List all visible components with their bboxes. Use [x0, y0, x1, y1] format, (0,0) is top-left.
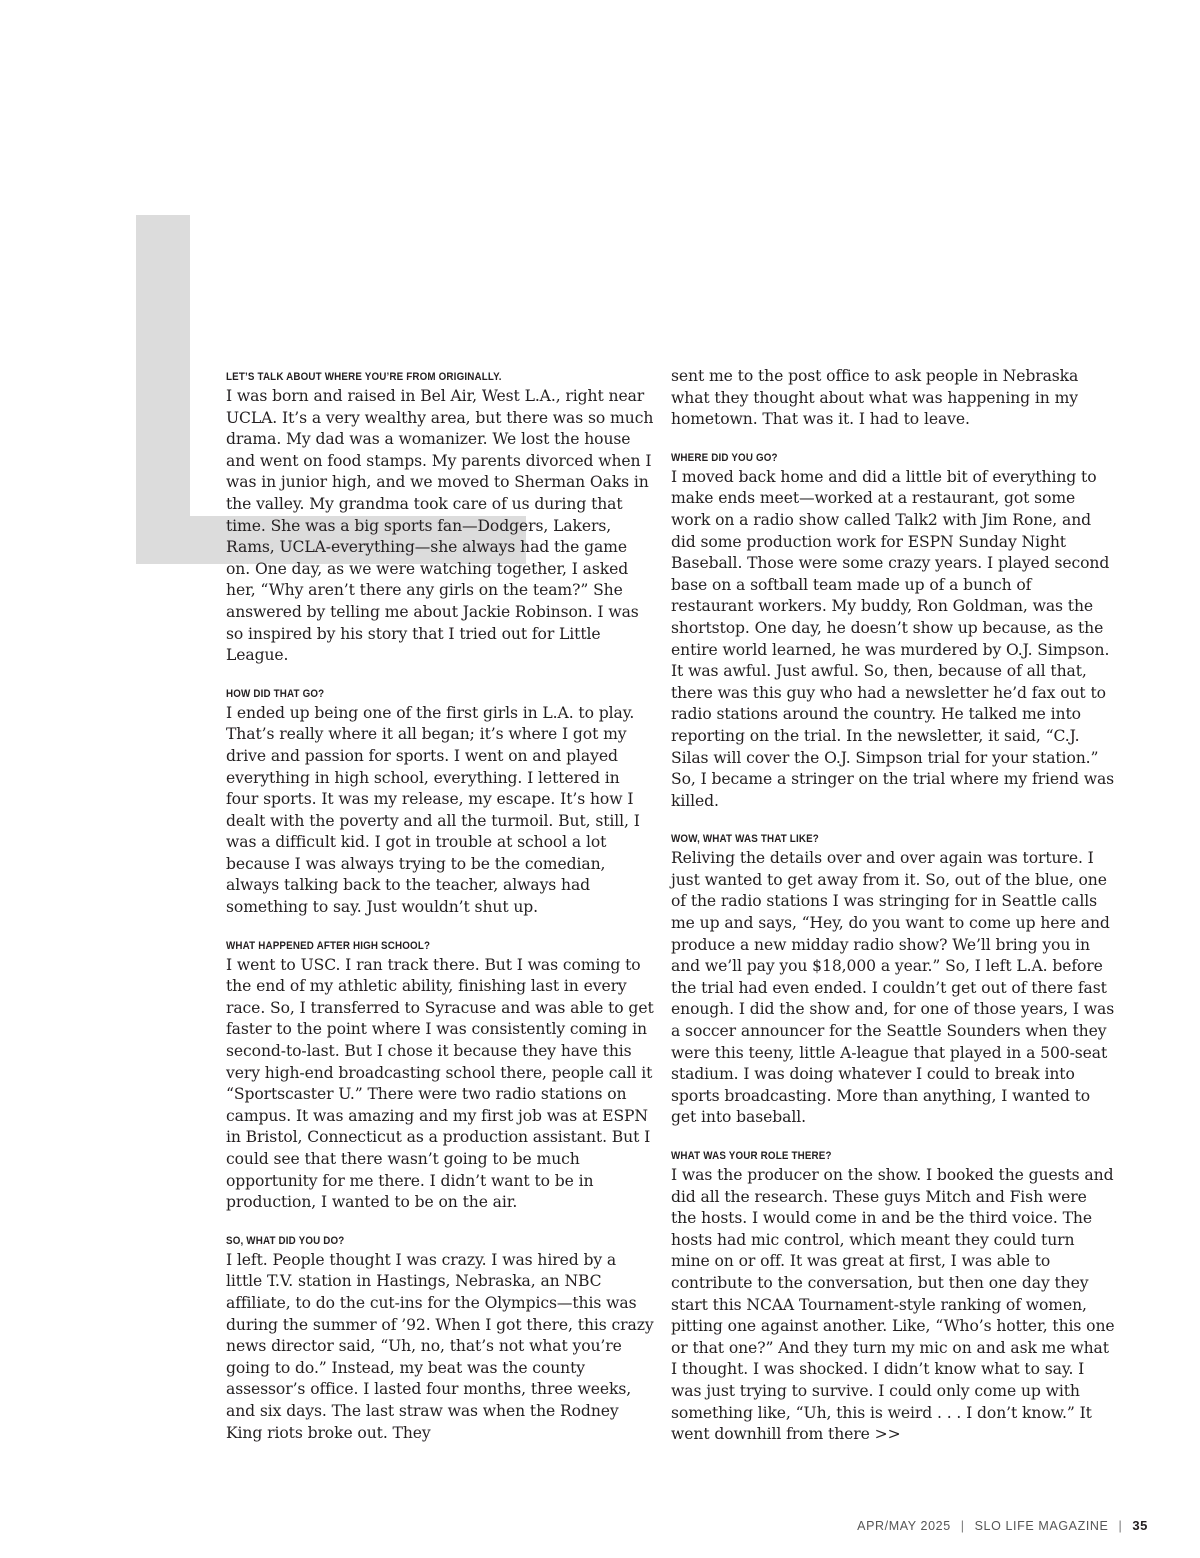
magazine-name: SLO LIFE MAGAZINE	[974, 1519, 1109, 1533]
drop-cap-stem	[136, 215, 190, 564]
answer-paragraph: I went to USC. I ran track there. But I was coming to the end of my athletic ability, finishing last in every race. So, I transferred to Syracuse and was able to get faster to the point where I was consistently coming in second-to-last. But I chose it because they have this very high-end broadcasting school there, people call it “Sportscaster U.” There were two radio stations on campus. It was amazing and my first job was at ESPN in Bristol, Connecticut as a production assistant. But I could see that there wasn’t going to be much opportunity for me there. I didn’t want to be in production, I wanted to be on the air.	[226, 955, 654, 1212]
answer-paragraph: I moved back home and did a little bit of everything to make ends meet—worked at a restaurant, got some work on a radio show called Talk2 with Jim Rone, and did some production work for ESPN Sunday Night Baseball. Those were some crazy years. I played second base on a softball team made up of a bunch of restaurant workers. My buddy, Ron Goldman, was the shortstop. One day, he doesn’t show up because, as the entire world learned, he was murdered by O.J. Simpson. It was awful. Just awful. So, then, because of all that, there was this guy who had a newsletter he’d fax out to radio stations around the country. He talked me into reporting on the trial. In the newsletter, it said, “C.J. Silas will cover the O.J. Simpson trial for your station.” So, I became a stringer on the trial where my friend was killed.	[671, 467, 1115, 810]
right-column	[671, 366, 1116, 1446]
answer-paragraph: I was born and raised in Bel Air, West L.A., right near UCLA. It’s a very wealthy area, but there was so much drama. My dad was a womanizer. We lost the house and went on food stamps. My parents divorced when I was in junior high, and we moved to Sherman Oaks in the valley. My grandma took care of us during that time. She was a big sports fan—Dodgers, Lakers, Rams, UCLA-everything—she always had the game on. One day, as we were watching together, I asked her, “Why aren’t there any girls on the team?” She answered by telling me about Jackie Robinson. I was so inspired by his story that I tried out for Little League.	[226, 387, 654, 665]
answer-paragraph: I was the producer on the show. I booked the guests and did all the research. These guys Mitch and Fish were the hosts. I would come in and be the third voice. The hosts had mic control, which meant they could turn mine on or off. It was great at first, I was able to contribute to the conversation, but then one day they start this NCAA Tournament-style ranking of women, pitting one against another. Like, “Who’s hotter, this one or that one?” And they turn my mic on and ask me what I thought. I was shocked. I didn’t know what to say. I was just trying to survive. I could only come up with something like, “Uh, this is weird . . . I don’t know.” It went downhill from there >>	[671, 1166, 1115, 1444]
question-heading: LET’S TALK ABOUT WHERE YOU’RE FROM ORIGINALLY.	[226, 371, 502, 383]
footer-separator: |	[1118, 1519, 1123, 1533]
answer-paragraph-continued: sent me to the post office to ask people in Nebraska what they thought about what was happening in my hometown. That was it. I had to leave.	[671, 367, 1079, 429]
question-heading: WHERE DID YOU GO?	[671, 451, 778, 464]
footer-separator: |	[960, 1519, 965, 1533]
page-footer	[857, 1518, 1148, 1533]
question-heading: WOW, WHAT WAS THAT LIKE?	[671, 833, 819, 846]
question-heading: WHAT HAPPENED AFTER HIGH SCHOOL?	[226, 939, 431, 952]
answer-paragraph: I left. People thought I was crazy. I was hired by a little T.V. station in Hastings, Nebraska, an NBC affiliate, to do the cut-ins for the Olympics—this was during the summer of ’92. When I got there, this crazy news director said, “Uh, no, that’s not what you’re going to do.” Instead, my beat was the county assessor’s office. I lasted four months, three weeks, and six days. The last straw was when the Rodney King riots broke out. They	[226, 1250, 654, 1442]
question-heading: WHAT WAS YOUR ROLE THERE?	[671, 1150, 832, 1162]
question-heading: SO, WHAT DID YOU DO?	[226, 1234, 345, 1247]
answer-paragraph: Reliving the details over and over again was torture. I just wanted to get away from it. So, out of the blue, one of the radio stations I was stringing for in Seattle calls me up and says, “Hey, do you want to come up here and produce a new midday radio show? We’ll bring you in and we’ll pay you $18,000 a year.” So, I left L.A. before the trial had even ended. I couldn’t get out of there fast enough. I did the show and, for one of those years, I was a soccer announcer for the Seattle Sounders when they were this teeny, little A-league that played in a 500-seat stadium. I was doing whatever I could to break into sports broadcasting. More than anything, I wanted to get into baseball.	[671, 849, 1115, 1127]
answer-paragraph: I ended up being one of the first girls in L.A. to play. That’s really where it all began; it’s where I got my drive and passion for sports. I went on and played everything in high school, everything. I lettered in four sports. It was my release, my escape. It’s how I dealt with the poverty and all the turmoil. But, still, I was a difficult kid. I got in trouble at school a lot because I was always trying to be the comedian, always talking back to the teacher, always had something to say. Just wouldn’t shut up.	[226, 703, 640, 917]
question-heading: HOW DID THAT GO?	[226, 687, 325, 700]
issue-date: APR/MAY 2025	[857, 1519, 951, 1533]
page-number: 35	[1132, 1518, 1148, 1533]
left-column	[226, 368, 654, 1444]
